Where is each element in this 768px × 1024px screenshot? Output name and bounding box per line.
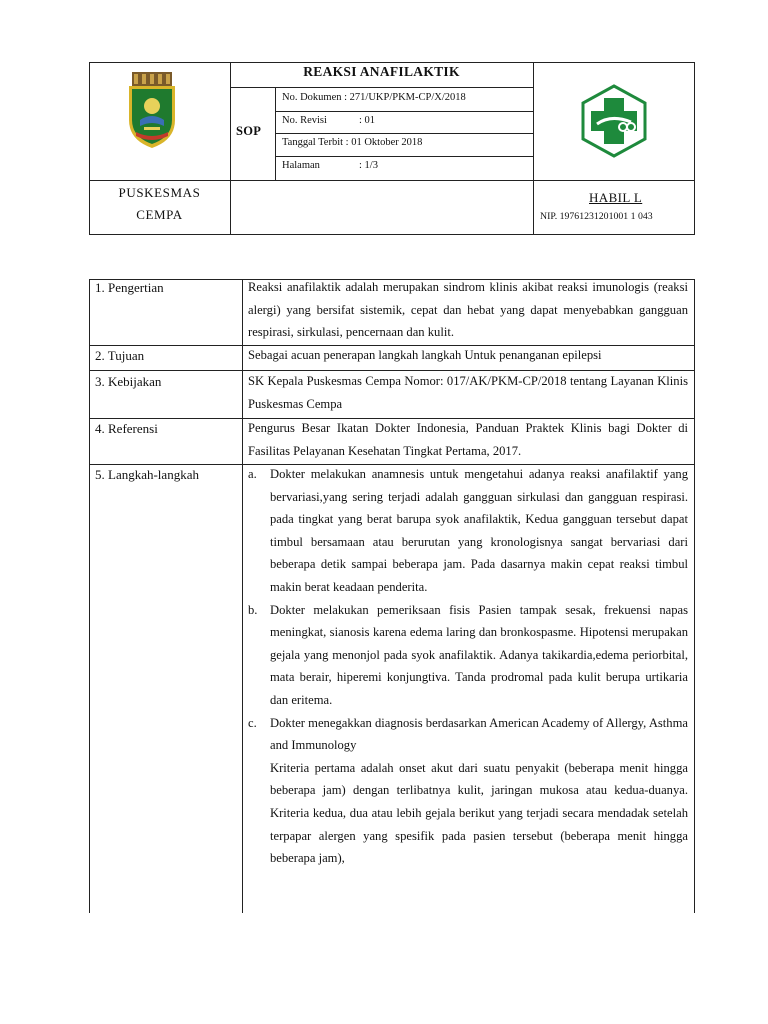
text-kebijakan: SK Kepala Puskesmas Cempa Nomor: 017/AK/PKM-CP/2018 tentang Layanan Klinis Puskesmas Cempa [248, 374, 688, 411]
puskesmas-name-line1: PUSKESMAS [118, 185, 201, 200]
regional-emblem-logo [126, 70, 178, 152]
label-tujuan: 2. Tujuan [95, 348, 145, 363]
no-revisi-label: No. Revisi [282, 115, 327, 126]
label-referensi: 4. Referensi [95, 421, 158, 436]
sop-label: SOP [236, 124, 262, 138]
step-c [248, 712, 688, 870]
step-c-marker: c. [248, 715, 257, 730]
step-a-marker: a. [248, 467, 257, 481]
halaman-label: Halaman [282, 160, 320, 171]
step-a [248, 463, 688, 599]
step-b-marker: b. [248, 602, 258, 617]
label-langkah: 5. Langkah-langkah [95, 467, 199, 482]
text-pengertian: Reaksi anafilaktik adalah merupakan sindrom klinis akibat reaksi imunologis (reaksi alergi) yang bersifat sistemik, cepat dan hebat yang dapat menyebabkan gangguan respirasi, sirkulasi, pencernaan dan kulit. [248, 280, 688, 340]
halaman-value: : 1/3 [359, 160, 378, 171]
step-c-text: Dokter menegakkan diagnosis berdasarkan American Academy of Allergy, Asthma and Immunology [270, 715, 688, 753]
signer-name: HABIL L [589, 190, 643, 205]
signer-nip: NIP. 19761231201001 1 043 [540, 211, 653, 222]
no-dokumen: No. Dokumen : 271/UKP/PKM-CP/X/2018 [282, 92, 466, 103]
text-referensi: Pengurus Besar Ikatan Dokter Indonesia, Panduan Praktek Klinis bagi Dokter di Fasilitas Pelayanan Kesehatan Tingkat Pertama, 2017. [248, 421, 688, 458]
doc-title: REAKSI ANAFILAKTIK [303, 64, 460, 79]
label-pengertian: 1. Pengertian [95, 280, 164, 295]
label-kebijakan: 3. Kebijakan [95, 374, 162, 389]
step-c-text2: Kriteria pertama adalah onset akut dari suatu penyakit (beberapa menit hingga beberapa jam) dengan terlibatnya kulit, jaringan mukosa atau kedua-duanya. Kriteria kedua, dua atau lebih gejala berikut yang terjadi secara mendadak setelah terpapar alergen yang spesifik pada pasien tersebut (beberapa menit hingga beberapa jam), [270, 760, 688, 866]
puskesmas-name-line2: CEMPA [136, 207, 183, 222]
text-tujuan: Sebagai acuan penerapan langkah langkah Untuk penanganan epilepsi [248, 348, 602, 362]
steps-list [248, 463, 688, 870]
step-b-text: Dokter melakukan pemeriksaan fisis Pasien tampak sesak, frekuensi napas meningkat, sianosis karena edema laring dan bronkospasme. Hipotensi merupakan gejala yang menonjol pada syok anafilaktik. Adanya takikardia,edema periorbital, mata berair, hiperemi konjungtiva. Tanda prodromal pada kulit berupa urtikaria dan eritema. [270, 602, 688, 707]
no-revisi-value: : 01 [359, 115, 376, 126]
step-a-text: Dokter melakukan anamnesis untuk mengetahui adanya reaksi anafilaktif yang bervariasi,yang sering terjadi adalah gangguan sirkulasi dan gangguan respirasi. pada tingkat yang berat barupa syok anafilaktik, Kedua gangguan tersebut dapat timbul bersamaan atau berurutan yang kronologisnya sangat bervariasi dari beberapa detik sampai beberapa jam. Pada dasarnya makin cepat reaksi timbul makin berat keadaan penderita. [270, 467, 688, 594]
step-b [248, 599, 688, 712]
tanggal-terbit: Tanggal Terbit : 01 Oktober 2018 [282, 137, 423, 148]
puskesmas-logo [577, 84, 651, 158]
